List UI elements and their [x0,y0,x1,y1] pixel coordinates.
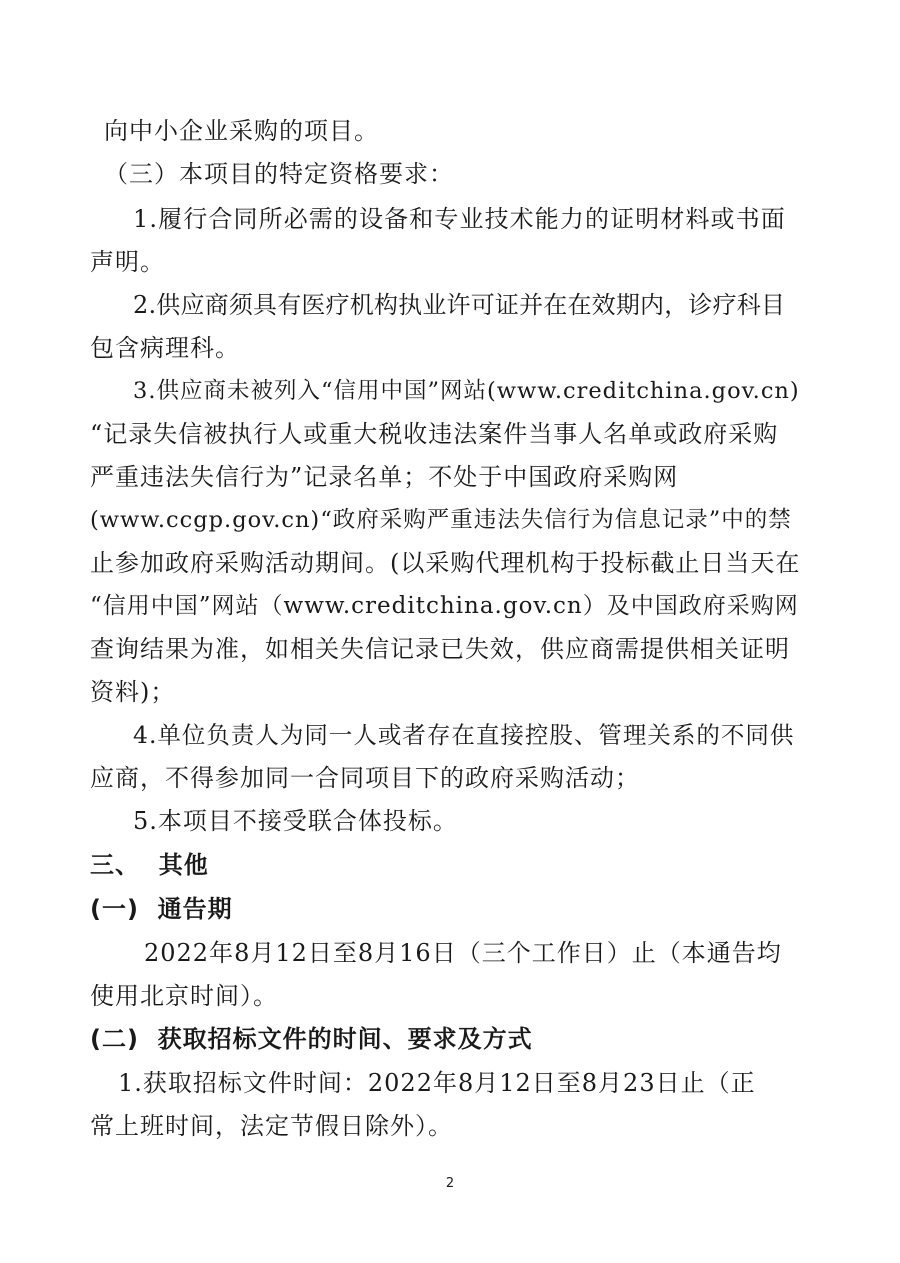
text-line-1: 向中小企业采购的项目。 [104,117,379,145]
item-3-line-8: 资料)； [90,678,176,706]
section-heading-other: 三、 其他 [90,851,209,879]
item-3-line-3: 严重违法失信行为”记录名单；不处于中国政府采购网 [90,463,679,491]
page-number: 2 [445,1176,455,1191]
item-3-line-1: 3.供应商未被列入“信用中国”网站(www.creditchina.gov.cn) [133,378,800,404]
subsection-heading-notice-period: (一) 通告期 [90,895,233,923]
item-4-line-1: 4.单位负责人为同一人或者存在直接控股、管理关系的不同供 [133,721,795,749]
item-3-line-6: “信用中国”网站（www.creditchina.gov.cn）及中国政府采购网 [90,593,799,619]
item-4-line-2: 应商，不得参加同一合同项目下的政府采购活动； [90,764,640,792]
item-3-line-7: 查询结果为准，如相关失信记录已失效，供应商需提供相关证明 [90,635,790,663]
item-1-line-2: 声明。 [90,248,165,276]
notice-period-line-1: 2022年8月12日至8月16日（三个工作日）止（本通告均 [144,939,782,967]
obtain-documents-line-2: 常上班时间，法定节假日除外）。 [90,1112,453,1140]
item-2-line-2: 包含病理科。 [90,334,240,362]
item-2-line-1: 2 . 供 应 商 须 具 有 医 疗 机 构 执 业 许 可 证 并 在 在 效 期 内 ， 诊 疗 科 目 [133,291,785,319]
subsection-heading-qualifications: （三）本项目的特定资格要求： [104,160,454,188]
obtain-documents-line-1: 1.获取招标文件时间：2022年8月12日至8月23日止（正 [118,1069,756,1097]
item-5-line-1: 5.本项目不接受联合体投标。 [133,807,458,835]
item-1-line-1: 1 . 履 行 合 同 所 必 需 的 设 备 和 专 业 技 术 能 力 的 证 明 材 料 或 书 面 [133,205,785,233]
subsection-heading-obtain-documents: (二) 获取招标文件的时间、要求及方式 [90,1025,533,1053]
item-3-line-2: “记录失信被执行人或重大税收违法案件当事人名单或政府采购 [90,420,779,448]
item-3-line-4: (www.ccgp.gov.cn)“政府采购严重违法失信行为信息记录”中的禁 [90,507,792,533]
notice-period-line-2: 使用北京时间）。 [90,982,278,1010]
item-3-line-5: 止参加政府采购活动期间。(以采购代理机构于投标截止日当天在 [90,549,801,577]
